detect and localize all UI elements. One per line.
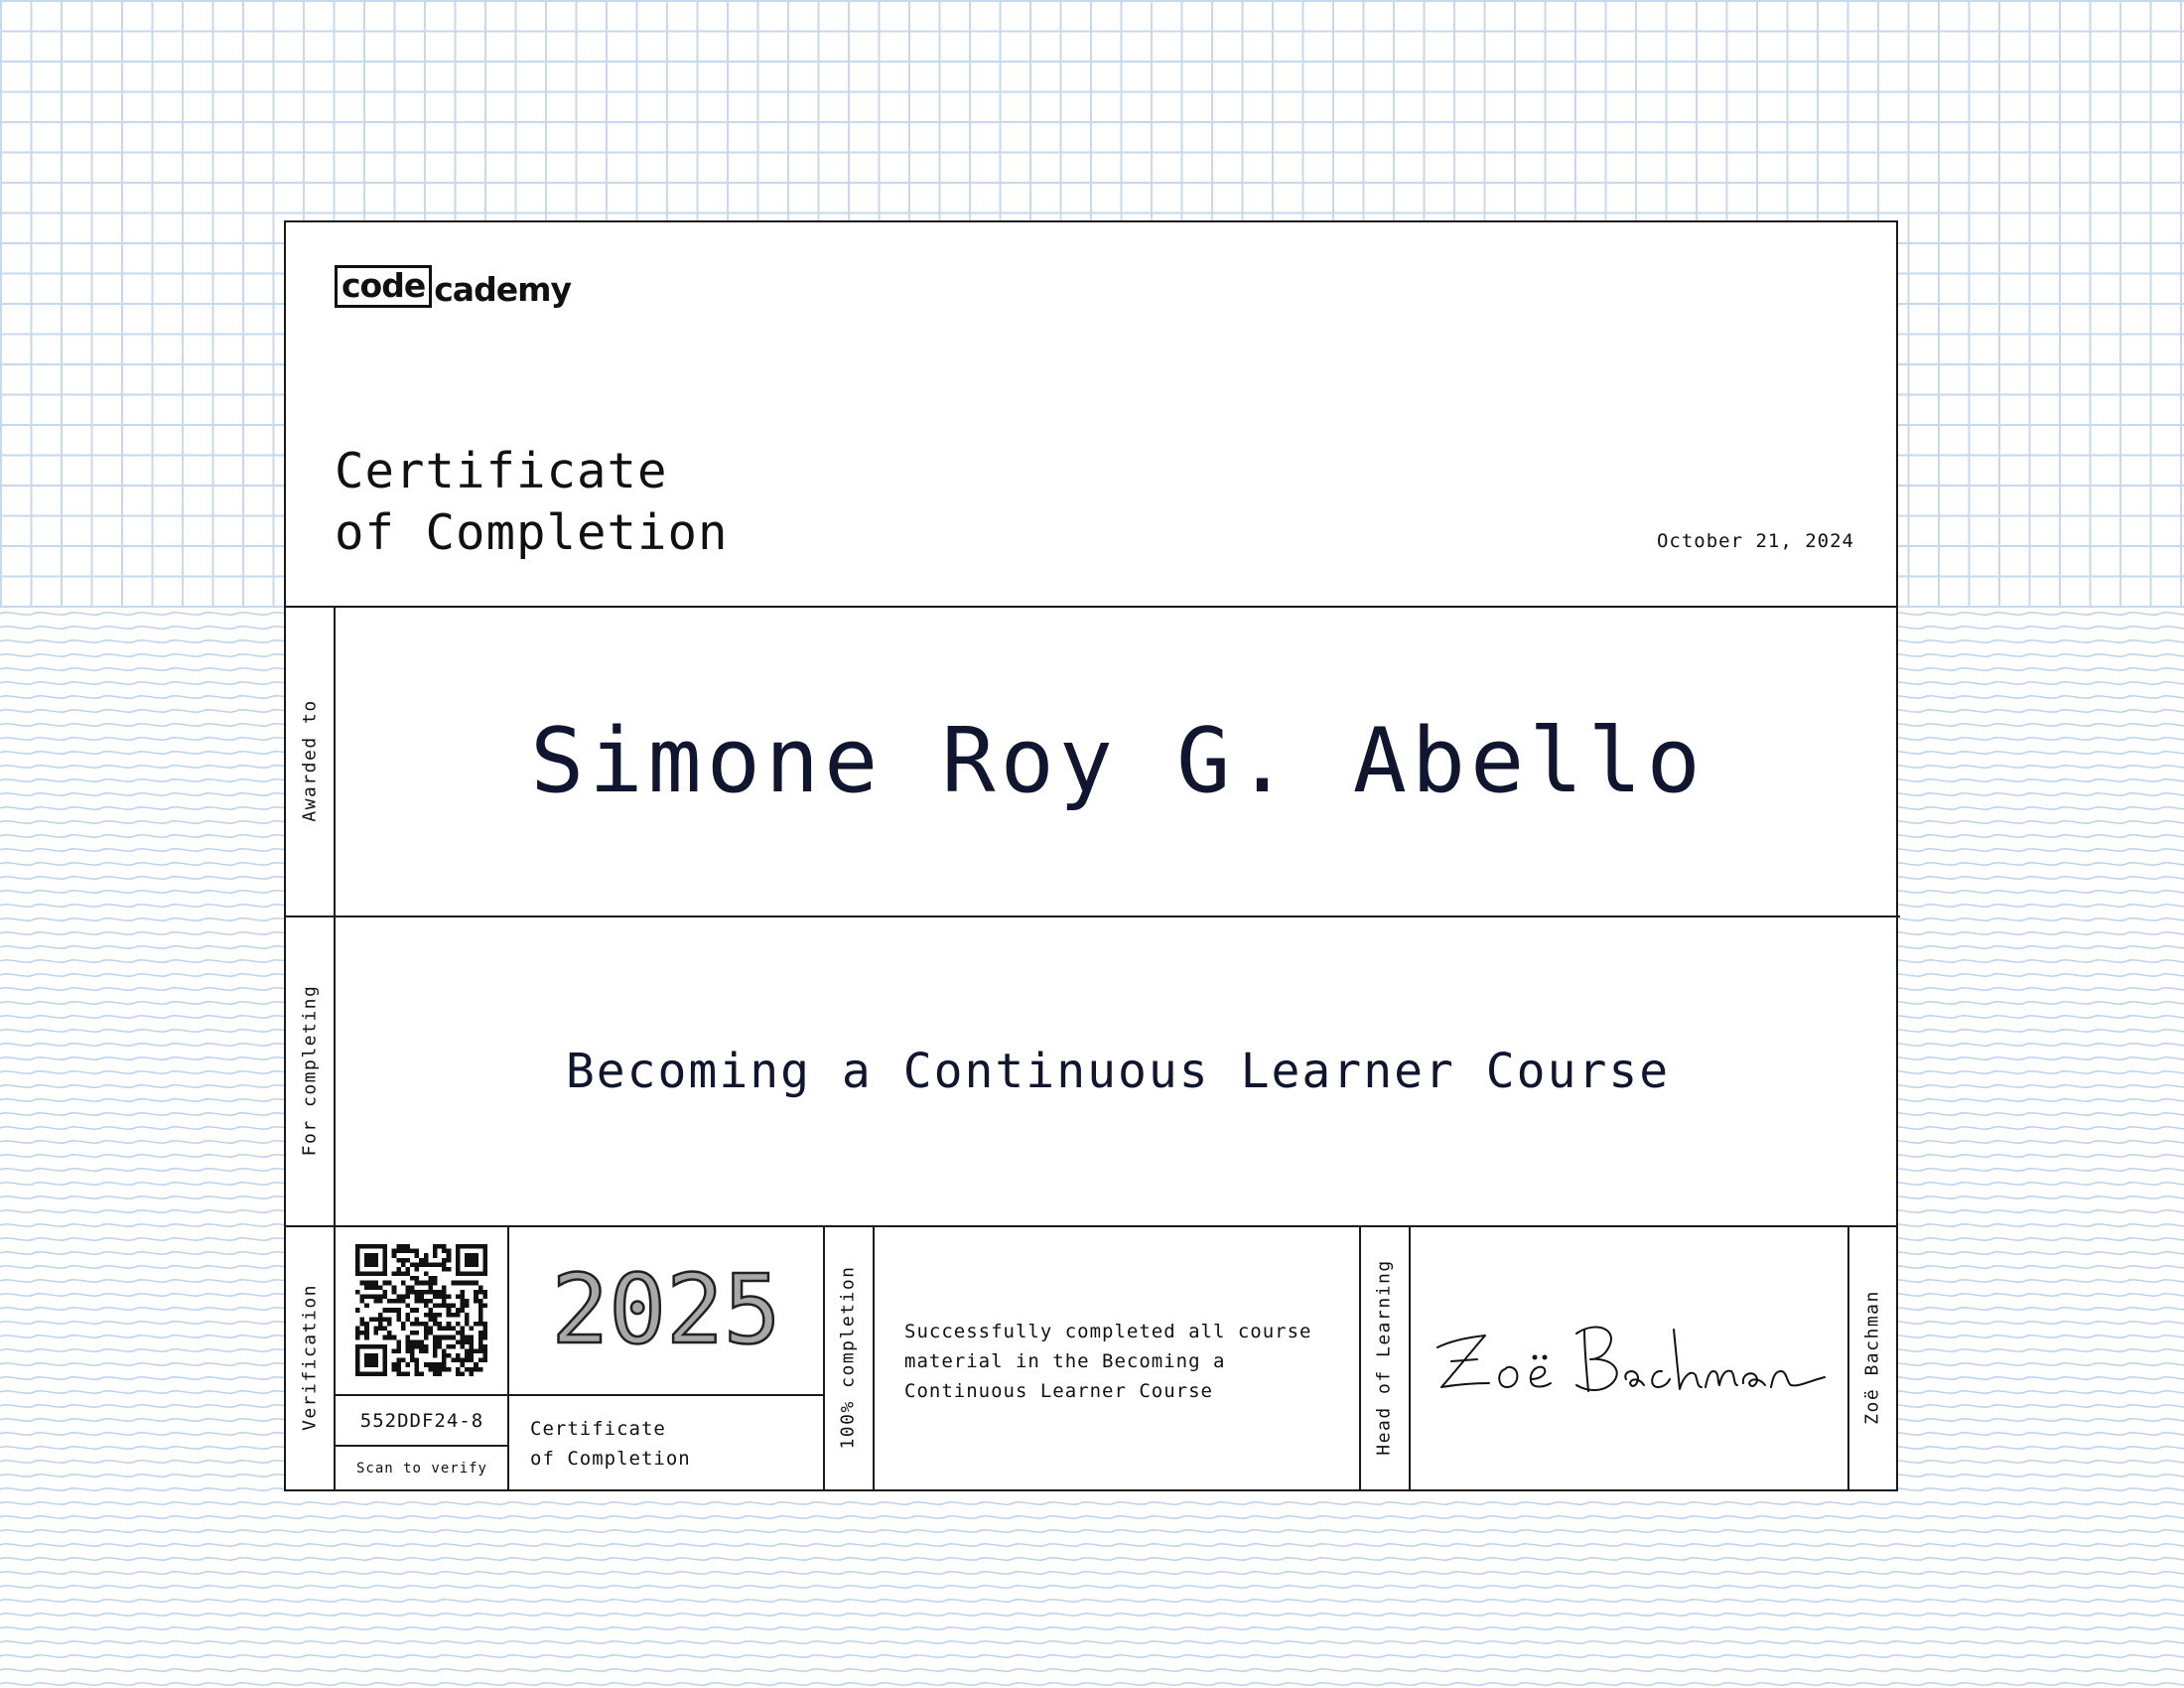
certificate-card bbox=[284, 220, 1898, 1491]
divider-year-column bbox=[823, 1225, 825, 1489]
issue-date: October 21, 2024 bbox=[1656, 530, 1854, 552]
divider-description-column bbox=[1359, 1225, 1361, 1489]
completion-description: Successfully completed all course material in the Becoming a Continuous Learner Course bbox=[904, 1321, 1312, 1402]
logo-code-box: code bbox=[335, 265, 432, 308]
verification-label: Verification bbox=[299, 1283, 321, 1432]
certificate-title: Certificate of Completion bbox=[335, 443, 729, 561]
divider-completion-column bbox=[873, 1225, 875, 1489]
signature bbox=[1428, 1300, 1835, 1419]
completion-percent-label: 100% completion bbox=[837, 1265, 859, 1450]
signer-role-label: Head of Learning bbox=[1373, 1259, 1395, 1456]
year-text: 2025 bbox=[551, 1254, 781, 1365]
divider-qr bbox=[336, 1394, 825, 1396]
recipient-name: Simone Roy G. Abello bbox=[530, 708, 1706, 813]
year-badge bbox=[509, 1225, 823, 1394]
course-name: Becoming a Continuous Learner Course bbox=[565, 1044, 1671, 1099]
certificate-id: 552DDF24-8 bbox=[359, 1410, 484, 1432]
logo-cademy-text: cademy bbox=[434, 270, 571, 309]
divider-role-column bbox=[1409, 1225, 1411, 1489]
divider-signer-column bbox=[1847, 1225, 1849, 1489]
signer-name-label: Zoë Bachman bbox=[1861, 1290, 1883, 1425]
codecademy-logo bbox=[335, 265, 571, 308]
awarded-to-label: Awarded to bbox=[299, 699, 321, 822]
qr-code[interactable] bbox=[355, 1244, 487, 1376]
scan-to-verify-text: Scan to verify bbox=[355, 1461, 487, 1477]
footer-certificate-title: Certificate of Completion bbox=[530, 1418, 691, 1470]
for-completing-label: For completing bbox=[299, 984, 321, 1157]
